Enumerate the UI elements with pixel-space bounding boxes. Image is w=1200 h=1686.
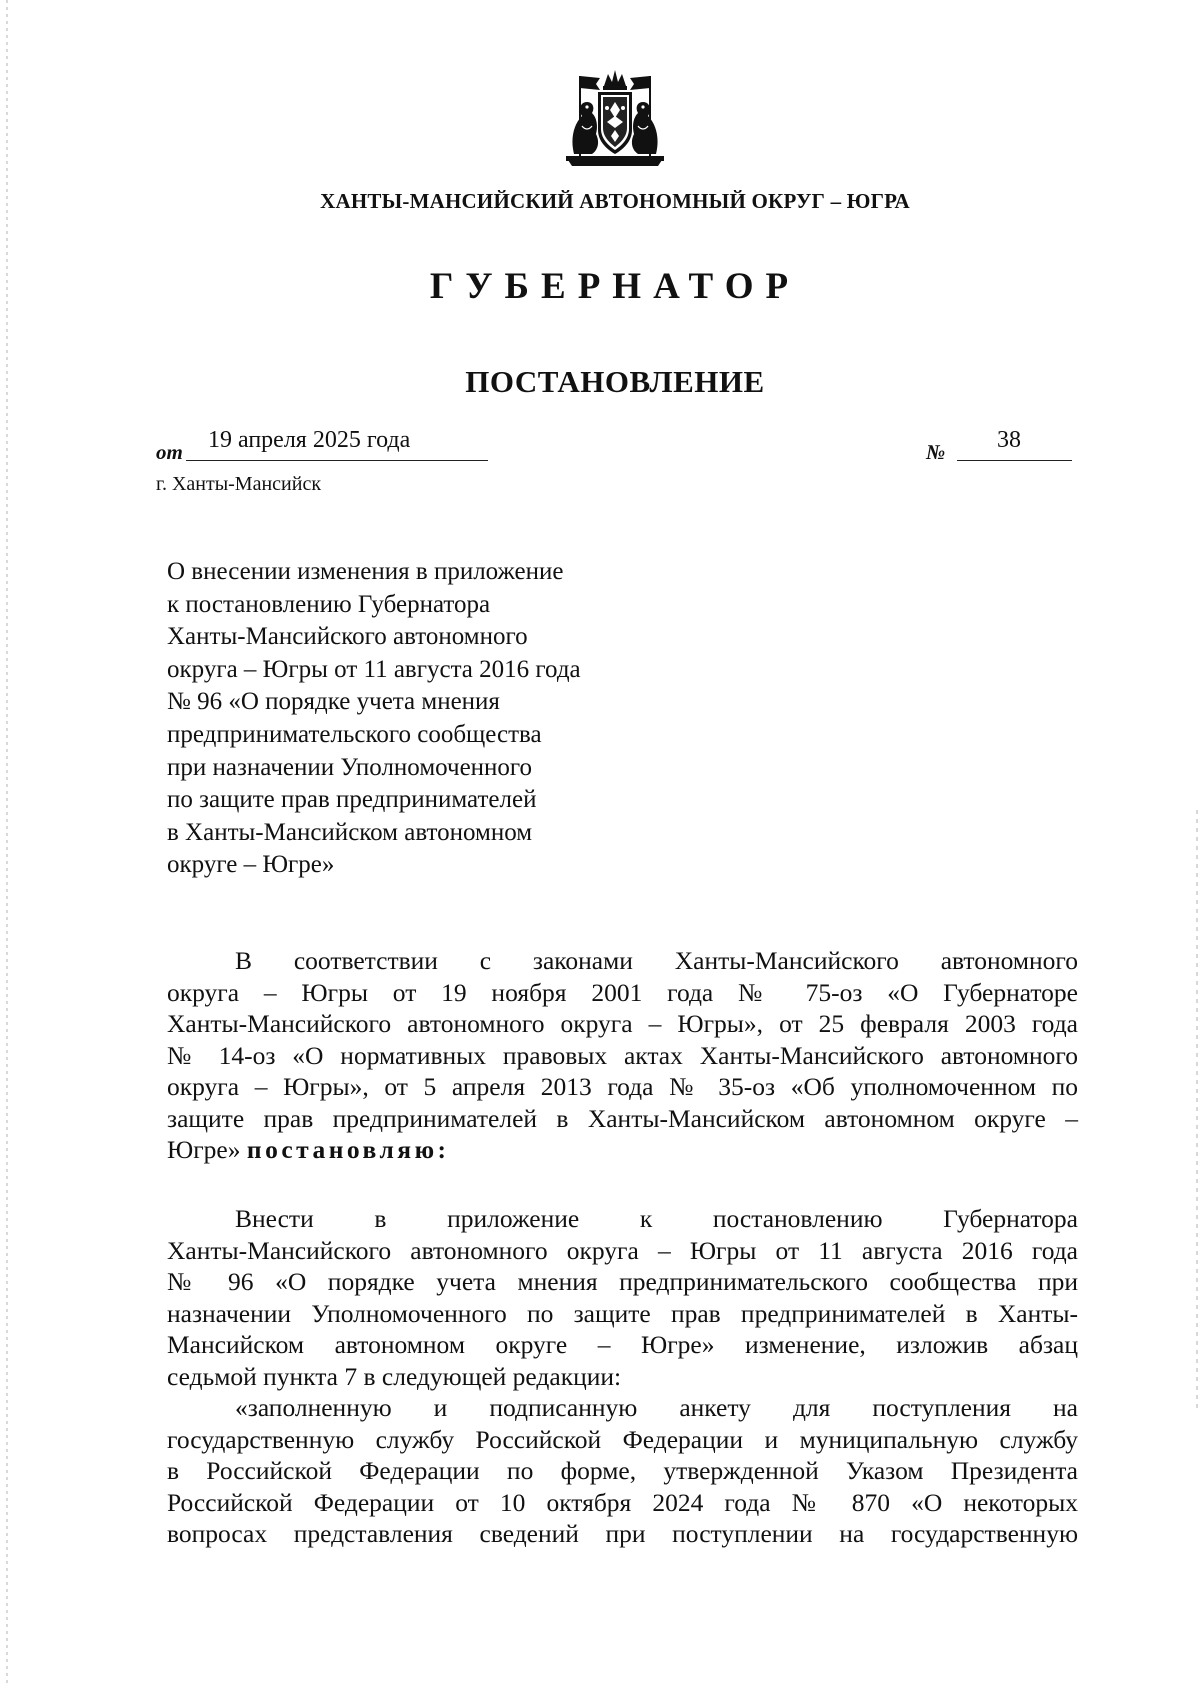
quote-line: в Российской Федерации по форме, утвержденной Указом Президента: [167, 1456, 1078, 1485]
quote-line: Российской Федерации от 10 октября 2024 года № 870 «О некоторых: [167, 1487, 1078, 1517]
preamble-line: В соответствии с законами Ханты-Мансийского автономного: [235, 946, 1078, 975]
preamble-line: округа – Югры от 19 ноября 2001 года № 75-оз «О Губернаторе: [167, 977, 1078, 1007]
subject-line: О внесении изменения в приложение: [167, 558, 564, 585]
preamble-paragraph: [167, 945, 1078, 1166]
date-value: 19 апреля 2025 года: [208, 427, 411, 453]
region-title: ХАНТЫ-МАНСИЙСКИЙ АВТОНОМНЫЙ ОКРУГ – ЮГРА: [320, 189, 910, 213]
document-subject: [167, 556, 581, 882]
subject-line: по защите прав предпринимателей: [167, 786, 537, 814]
date-field: [186, 424, 488, 461]
preamble-line: № 14-оз «О нормативных правовых актах Ханты-Мансийского автономного: [167, 1040, 1078, 1070]
scan-edge-right: [1196, 810, 1198, 1410]
number-value: 38: [997, 427, 1021, 453]
amendment-line: Внести в приложение к постановлению Губернатора: [235, 1204, 1078, 1233]
quote-line: государственную службу Российской Федерации и муниципальную службу: [167, 1424, 1078, 1454]
preamble-line: защите прав предпринимателей в Ханты-Мансийском автономном округе –: [167, 1103, 1078, 1133]
amendment-line: назначении Уполномоченного по защите прав предпринимателей в Ханты-: [167, 1298, 1078, 1328]
authority-title: ГУБЕРНАТОР: [429, 266, 801, 307]
resolve-word: постановляю:: [246, 1135, 450, 1164]
amendment-line: седьмой пункта 7 в следующей редакции:: [167, 1361, 622, 1391]
subject-line: Ханты-Мансийского автономного: [167, 623, 528, 651]
subject-line: при назначении Уполномоченного: [167, 753, 533, 781]
number-field: [957, 424, 1072, 461]
amendment-line: Мансийском автономном округе – Югре» изменение, изложив абзац: [167, 1330, 1078, 1359]
amendment-line: Ханты-Мансийского автономного округа – Югры от 11 августа 2016 года: [167, 1235, 1078, 1265]
subject-line: предпринимательского сообщества: [167, 720, 542, 748]
coat-of-arms-icon: [560, 64, 670, 170]
preamble-line: округа – Югры», от 5 апреля 2013 года № 35-оз «Об уполномоченном по: [167, 1072, 1078, 1101]
scan-edge-left: [6, 0, 8, 1686]
subject-line: округа – Югры от 11 августа 2016 года: [167, 655, 581, 683]
amendment-paragraph: [167, 1203, 1078, 1392]
quote-line: «заполненную и подписанную анкету для поступления на: [235, 1393, 1078, 1422]
subject-line: округе – Югре»: [167, 851, 335, 879]
quoted-paragraph: [167, 1392, 1078, 1550]
quote-line: вопросах представления сведений при поступлении на государственную: [167, 1519, 1078, 1548]
date-prefix: от: [156, 440, 183, 464]
subject-line: в Ханты-Мансийском автономном: [167, 818, 533, 846]
document-type-title: ПОСТАНОВЛЕНИЕ: [465, 364, 765, 399]
subject-line: № 96 «О порядке учета мнения: [167, 688, 500, 716]
preamble-line: Ханты-Мансийского автономного округа – Югры», от 25 февраля 2003 года: [167, 1009, 1078, 1038]
number-prefix: №: [926, 440, 946, 464]
subject-line: к постановлению Губернатора: [167, 590, 491, 618]
city-label: г. Ханты-Мансийск: [156, 473, 322, 495]
amendment-line: № 96 «О порядке учета мнения предпринимательского сообщества при: [167, 1267, 1078, 1296]
preamble-line-end: Югре»: [167, 1135, 241, 1164]
preamble-last-line: [167, 1134, 1078, 1166]
